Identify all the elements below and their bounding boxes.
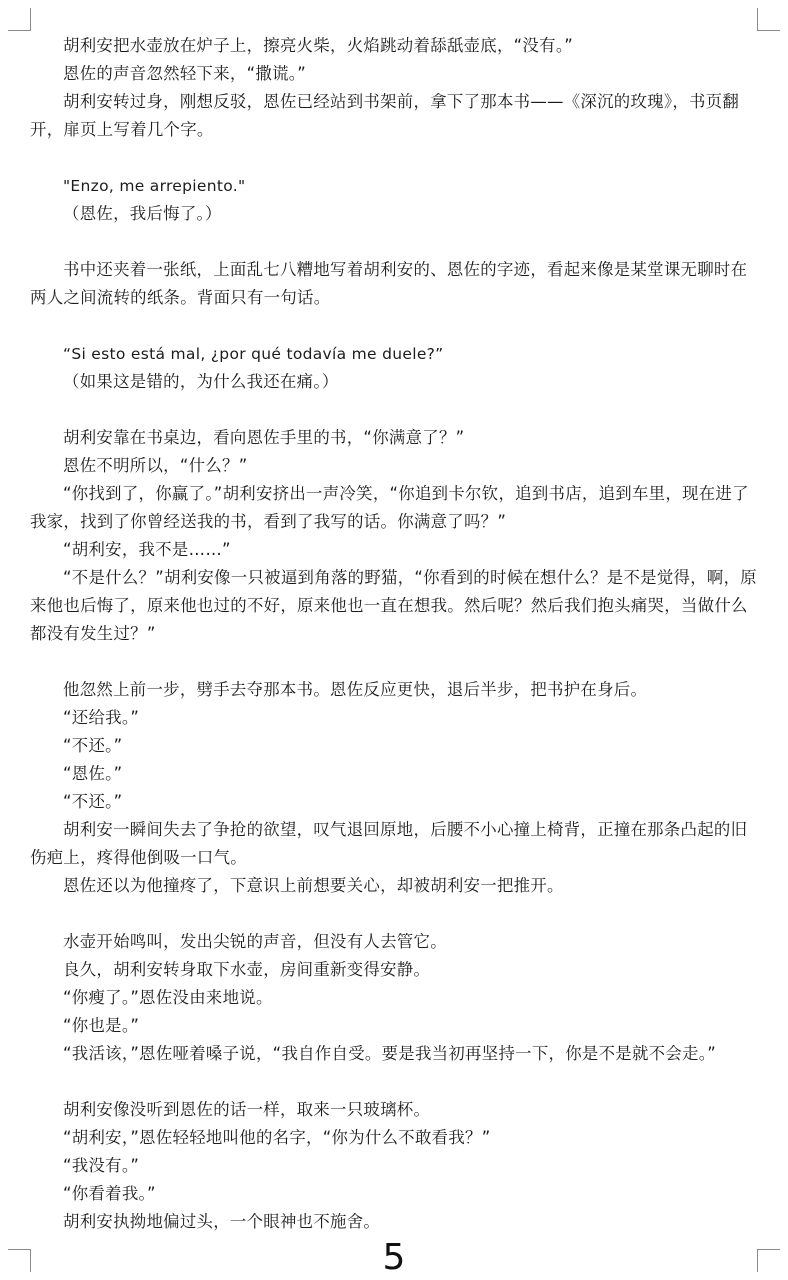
paragraph: 胡利安转过身，刚想反驳，恩佐已经站到书架前，拿下了那本书——《深沉的玫瑰》，书页翻开，扉页上写着几个字。	[30, 92, 740, 139]
paragraph: “你找到了，你赢了。”胡利安挤出一声冷笑，“你追到卡尔钦，追到书店，追到车里，现在进了我家，找到了你曾经送我的书，看到了我写的话。你满意了吗？”	[30, 484, 749, 531]
paragraph: “我活该，”恩佐哑着嗓子说，“我自作自受。要是我当初再坚持一下，你是不是就不会走。”	[63, 1044, 717, 1063]
paragraph: “胡利安，”恩佐轻轻地叫他的名字，“你为什么不敢看我？”	[63, 1128, 491, 1147]
paragraph: “我没有。”	[63, 1156, 140, 1175]
paragraph: 胡利安一瞬间失去了争抢的欲望，叹气退回原地，后腰不小心撞上椅背，正撞在那条凸起的旧伤疤上，疼得他倒吸一口气。	[30, 820, 748, 867]
paragraph: 水壶开始鸣叫，发出尖锐的声音，但没有人去管它。	[63, 932, 447, 951]
paragraph: “不还。”	[63, 736, 123, 755]
page-number: 5	[382, 1237, 406, 1278]
paragraph: “还给我。”	[63, 708, 140, 727]
paragraph: （如果这是错的，为什么我还在痛。）	[63, 372, 339, 391]
crop-mark-top-right	[757, 8, 780, 31]
paragraph-gap	[30, 312, 760, 340]
paragraph: 恩佐不明所以，“什么？”	[63, 456, 248, 475]
paragraph-gap	[30, 1068, 760, 1096]
paragraph: 胡利安靠在书桌边，看向恩佐手里的书，“你满意了？”	[63, 428, 465, 447]
paragraph: “你瘦了。”恩佐没由来地说。	[63, 988, 273, 1007]
paragraph: “恩佐。”	[63, 764, 123, 783]
crop-mark-top-left	[8, 8, 31, 31]
paragraph: “胡利安，我不是……”	[63, 540, 231, 559]
paragraph: “不是什么？”胡利安像一只被逼到角落的野猫，“你看到的时候在想什么？是不是觉得，啊，原来他也后悔了，原来他也过的不好，原来他也一直在想我。然后呢？然后我们抱头痛哭，当做什么都没有发生过？”	[30, 568, 757, 643]
paragraph: 书中还夹着一张纸，上面乱七八糟地写着胡利安的、恩佐的字迹，看起来像是某堂课无聊时在两人之间流转的纸条。背面只有一句话。	[30, 260, 748, 307]
paragraph: （恩佐，我后悔了。）	[63, 204, 222, 223]
body-text	[30, 32, 760, 1236]
paragraph: “你看着我。”	[63, 1184, 156, 1203]
paragraph-gap	[30, 900, 760, 928]
paragraph: “你也是。”	[63, 1016, 140, 1035]
spanish-quote-line: "Enzo, me arrepiento."	[63, 177, 246, 195]
paragraph: 恩佐还以为他撞疼了，下意识上前想要关心，却被胡利安一把推开。	[63, 876, 564, 895]
paragraph-gap	[30, 648, 760, 676]
paragraph: 胡利安把水壶放在炉子上，擦亮火柴，火焰跳动着舔舐壶底，“没有。”	[63, 36, 574, 55]
paragraph-gap	[30, 228, 760, 256]
paragraph: 胡利安执拗地偏过头，一个眼神也不施舍。	[63, 1212, 381, 1231]
spanish-quote-line: “Si esto está mal, ¿por qué todavía me duele?”	[63, 345, 444, 363]
paragraph: “不还。”	[63, 792, 123, 811]
paragraph: 恩佐的声音忽然轻下来，“撒谎。”	[63, 64, 307, 83]
paragraph: 良久，胡利安转身取下水壶，房间重新变得安静。	[63, 960, 431, 979]
paragraph-gap	[30, 144, 760, 172]
paragraph: 他忽然上前一步，劈手去夺那本书。恩佐反应更快，退后半步，把书护在身后。	[63, 680, 648, 699]
paragraph: 胡利安像没听到恩佐的话一样，取来一只玻璃杯。	[63, 1100, 431, 1119]
paragraph-gap	[30, 396, 760, 424]
